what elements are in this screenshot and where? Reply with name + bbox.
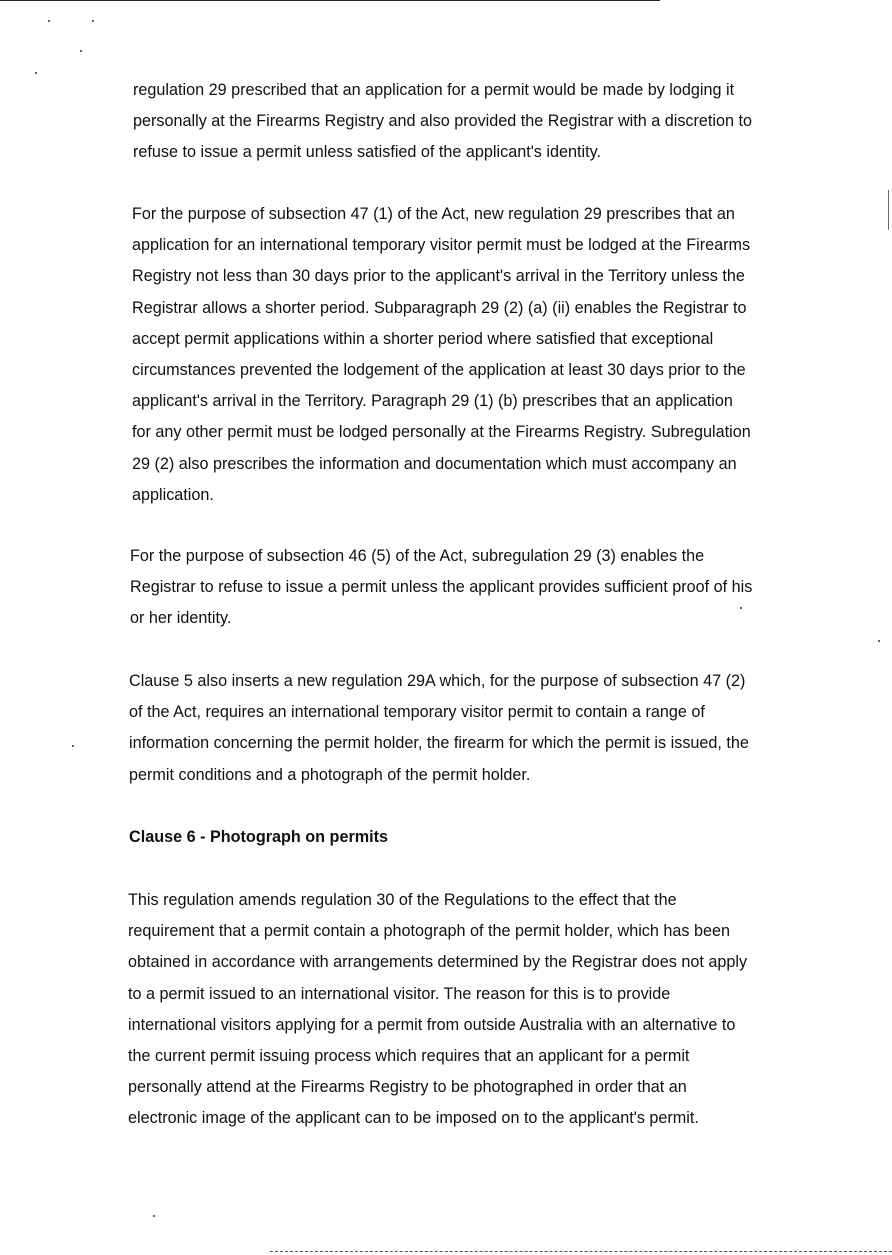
text-line: Registrar allows a shorter period. Subparagraph 29 (2) (a) (ii) enables the Registrar to — [132, 298, 747, 317]
text-line: personally attend at the Firearms Registry to be photographed in order that an — [128, 1078, 687, 1097]
text-line: of the Act, requires an international temporary visitor permit to contain a range of — [129, 703, 705, 722]
scan-speck — [153, 1215, 155, 1217]
text-line: for any other permit must be lodged personally at the Firearms Registry. Subregulation — [132, 423, 751, 442]
paragraph-clause-5-regulation-29a — [129, 666, 749, 791]
scan-speck — [35, 72, 37, 74]
text-line: circumstances prevented the lodgement of the application at least 30 days prior to the — [132, 361, 746, 380]
text-line: regulation 29 prescribed that an application for a permit would be made by lodging it — [133, 81, 735, 99]
text-line: international visitors applying for a permit from outside Australia with an alternative to — [128, 1015, 736, 1034]
paragraph-subsection-46-5 — [130, 541, 752, 635]
text-line: information concerning the permit holder, the firearm for which the permit is issued, the — [129, 734, 749, 753]
paragraph-clause-6-regulation-30 — [128, 885, 747, 1135]
section-heading-clause-6: Clause 6 - Photograph on permits — [129, 828, 389, 846]
text-line: Registrar to refuse to issue a permit unless the applicant provides sufficient proof of his — [130, 578, 753, 597]
text-line: application for an international temporary visitor permit must be lodged at the Firearms — [132, 236, 751, 255]
paragraph-regulation-29-background — [133, 75, 752, 169]
text-line: applicant's arrival in the Territory. Paragraph 29 (1) (b) prescribes that an application — [132, 392, 733, 411]
text-line: or her identity. — [130, 609, 232, 628]
text-line: For the purpose of subsection 47 (1) of the Act, new regulation 29 prescribes that an — [132, 205, 735, 223]
scan-speck — [92, 20, 94, 22]
scan-edge-bottom — [270, 1251, 892, 1252]
text-line: For the purpose of subsection 46 (5) of the Act, subregulation 29 (3) enables the — [130, 547, 705, 565]
text-line: This regulation amends regulation 30 of the Regulations to the effect that the — [128, 891, 677, 909]
text-line: Clause 5 also inserts a new regulation 29A which, for the purpose of subsection 47 (2) — [129, 672, 746, 690]
scan-edge-right — [888, 190, 889, 230]
scan-edge-top — [0, 0, 660, 1]
text-line: requirement that a permit contain a photograph of the permit holder, which has been — [128, 922, 731, 941]
text-line: accept permit applications within a shorter period where satisfied that exceptional — [132, 329, 714, 348]
scan-speck — [72, 745, 74, 747]
text-line: personally at the Firearms Registry and also provided the Registrar with a discretion to — [133, 112, 753, 131]
text-line: Registry not less than 30 days prior to the applicant's arrival in the Territory unless the — [132, 267, 745, 286]
text-line: refuse to issue a permit unless satisfied of the applicant's identity. — [133, 143, 601, 162]
text-line: application. — [132, 485, 214, 504]
scan-speck — [878, 640, 880, 642]
paragraph-subsection-47-1 — [132, 199, 751, 511]
text-line: obtained in accordance with arrangements determined by the Registrar does not apply — [128, 953, 748, 972]
text-line: to a permit issued to an international visitor. The reason for this is to provide — [128, 984, 671, 1003]
scan-speck — [48, 20, 50, 22]
text-line: the current permit issuing process which requires that an applicant for a permit — [128, 1047, 690, 1066]
text-line: electronic image of the applicant can to be imposed on to the applicant's permit. — [128, 1109, 699, 1128]
text-line: 29 (2) also prescribes the information and documentation which must accompany an — [132, 454, 737, 473]
text-line: permit conditions and a photograph of the permit holder. — [129, 765, 531, 784]
scan-speck — [80, 50, 82, 52]
